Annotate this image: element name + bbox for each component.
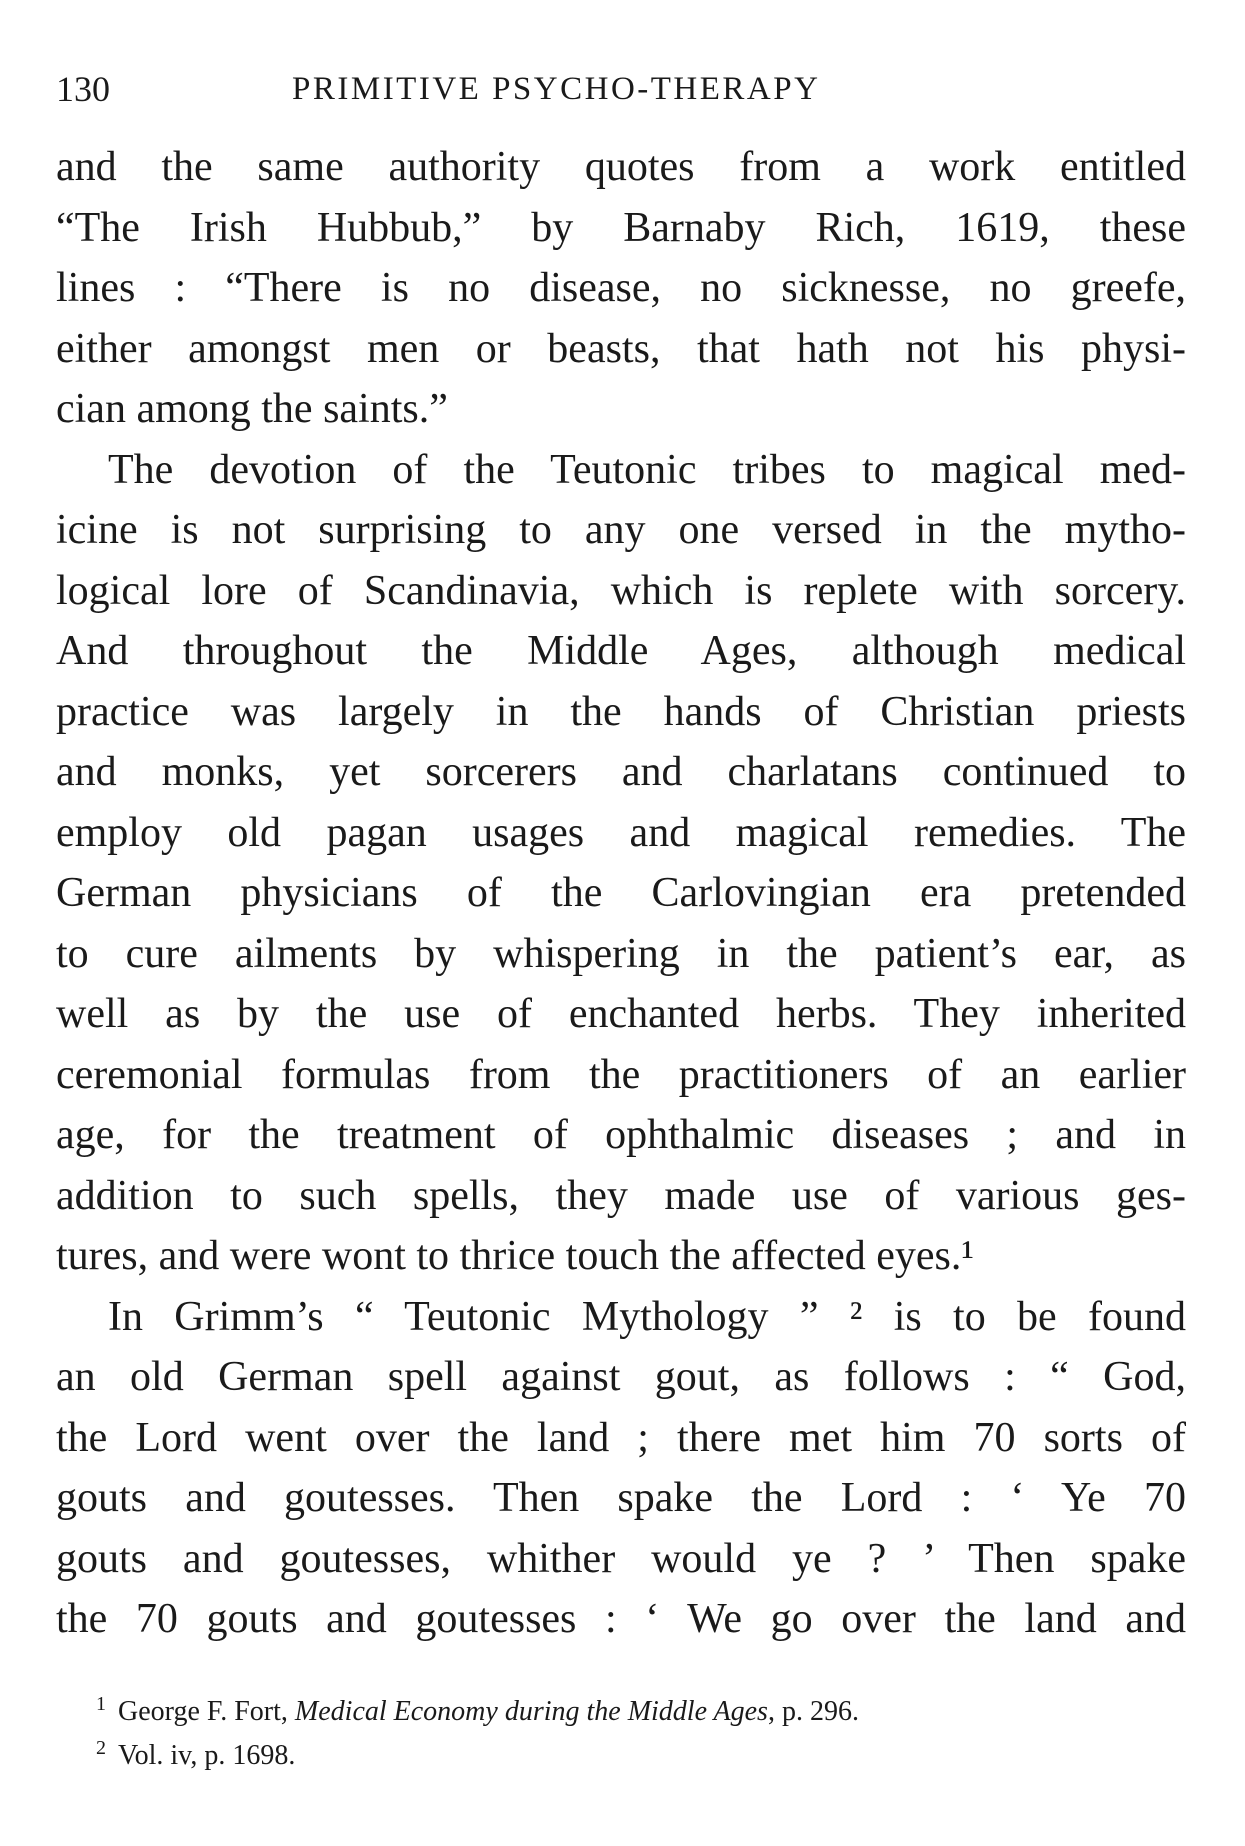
text-line: age, for the treatment of ophthalmic diseases ; and in	[56, 1112, 1186, 1158]
text-line: the 70 gouts and goutesses : ‘ We go over the land and	[56, 1596, 1186, 1642]
footnote-mark: 2	[96, 1736, 106, 1759]
text-line: well as by the use of enchanted herbs. They inherited	[56, 991, 1186, 1037]
footnote-text: George F. Fort,	[118, 1696, 295, 1727]
running-title: PRIMITIVE PSYCHO-THERAPY	[292, 71, 821, 107]
text-line: logical lore of Scandinavia, which is replete with sorcery.	[56, 567, 1186, 614]
text-line: the Lord went over the land ; there met him 70 sorts of	[56, 1414, 1186, 1461]
footnote	[56, 1734, 1186, 1778]
text-line: practice was largely in the hands of Christian priests	[56, 688, 1186, 735]
footnote-mark: 1	[96, 1692, 106, 1715]
text-line: German physicians of the Carlovingian era pretended	[56, 870, 1186, 916]
text-line: and monks, yet sorcerers and charlatans continued to	[56, 749, 1186, 795]
page-number: 130	[56, 69, 110, 109]
footnote-title: Medical Economy during the Middle Ages	[294, 1696, 768, 1727]
text-line: lines : “There is no disease, no sicknesse, no greefe,	[56, 265, 1186, 311]
text-line: cian among the saints.”	[56, 386, 448, 432]
text-line: tures, and were wont to thrice touch the affected eyes.¹	[56, 1233, 974, 1279]
text-line: ceremonial formulas from the practitioners of an earlier	[56, 1051, 1186, 1098]
footnote-text: , p. 296.	[767, 1696, 859, 1727]
text-line: gouts and goutesses, whither would ye ? ’ Then spake	[56, 1535, 1186, 1582]
footnote-text: Vol. iv, p. 1698.	[118, 1740, 296, 1771]
text-line: addition to such spells, they made use of various ges-	[56, 1172, 1186, 1219]
text-line: icine is not surprising to any one versed in the mytho-	[56, 507, 1186, 553]
running-head	[56, 64, 1186, 114]
text-line: In Grimm’s “ Teutonic Mythology ” ² is to be found	[108, 1293, 1186, 1340]
text-line: And throughout the Middle Ages, although medical	[56, 628, 1186, 674]
text-line: either amongst men or beasts, that hath not his physi-	[56, 325, 1186, 372]
text-line: to cure ailments by whispering in the patient’s ear, as	[56, 930, 1186, 977]
text-line: and the same authority quotes from a work entitled	[56, 144, 1186, 190]
text-line: The devotion of the Teutonic tribes to magical med-	[108, 446, 1186, 493]
text-line: “The Irish Hubbub,” by Barnaby Rich, 1619, these	[56, 204, 1186, 251]
footnote	[56, 1690, 1186, 1734]
text-line: employ old pagan usages and magical remedies. The	[56, 809, 1186, 856]
body-text	[56, 137, 1186, 1650]
footnotes	[56, 1690, 1186, 1778]
text-line: an old German spell against gout, as follows : “ God,	[56, 1354, 1186, 1400]
text-line: gouts and goutesses. Then spake the Lord : ‘ Ye 70	[56, 1475, 1186, 1521]
